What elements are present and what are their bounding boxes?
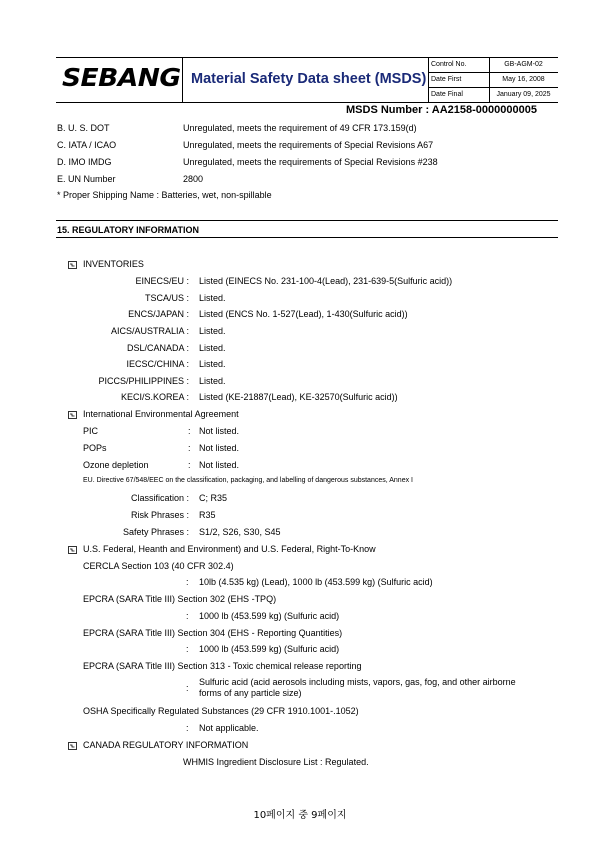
us-heading: U.S. Federal, Heanth and Environment) and U.S. Federal, Right-To-Know (83, 544, 376, 554)
inventory-value: Listed. (199, 293, 226, 303)
intl-value: Not listed. (199, 460, 240, 470)
intl-heading: International Environmental Agreement (83, 409, 239, 419)
inventory-value: Listed (ENCS No. 1-527(Lead), 1-430(Sulfuric acid)) (199, 309, 408, 319)
osha-value: Not applicable. (199, 723, 259, 733)
colon: : (186, 611, 189, 621)
company-logo: SEBANG (62, 63, 181, 92)
header-divider (182, 57, 183, 102)
section-title: 15. REGULATORY INFORMATION (57, 225, 200, 235)
colon: : (186, 644, 189, 654)
inventory-value: Listed (EINECS No. 231-100-4(Lead), 231-639-5(Sulfuric acid)) (199, 276, 453, 286)
bullet-icon (68, 261, 77, 269)
epcra302-label: EPCRA (SARA Title III) Section 302 (EHS -TPQ) (83, 594, 277, 604)
header-bottom-rule (56, 102, 558, 103)
eu-label: Risk Phrases : (130, 510, 189, 520)
intl-value: Not listed. (199, 426, 240, 436)
epcra304-value: 1000 lb (453.599 kg) (Sulfuric acid) (199, 644, 340, 654)
bullet-icon (68, 411, 77, 419)
transport-value: 2800 (183, 174, 204, 184)
transport-value: Unregulated, meets the requirements of Special Revisions #238 (183, 157, 438, 167)
osha-label: OSHA Specifically Regulated Substances (29 CFR 1910.1001-.1052) (83, 706, 359, 716)
whmis-text: WHMIS Ingredient Disclosure List : Regulated. (183, 757, 369, 767)
document-title: Material Safety Data sheet (MSDS) (191, 71, 427, 87)
colon: : (186, 723, 189, 733)
colon: : (188, 443, 191, 453)
intl-label: POPs (83, 443, 107, 453)
transport-value: Unregulated, meets the requirements of Special Revisions A67 (183, 140, 434, 150)
control-no-value: GB-AGM-02 (504, 61, 543, 68)
epcra313-value-line2: forms of any particle size) (199, 688, 302, 698)
transport-label: E. UN Number (57, 174, 116, 184)
inventory-label: ENCS/JAPAN : (128, 309, 189, 319)
msds-number: MSDS Number : AA2158-0000000005 (346, 104, 537, 116)
cercla-value: 10lb (4.535 kg) (Lead), 1000 lb (453.599 kg) (Sulfuric acid) (199, 577, 433, 587)
section-top-rule (56, 220, 558, 221)
colon: : (186, 683, 189, 693)
control-table-line (428, 72, 558, 73)
transport-label: C. IATA / ICAO (57, 140, 117, 150)
header-top-rule (56, 57, 558, 58)
date-first-label: Date First (431, 76, 462, 83)
control-table-line (428, 87, 558, 88)
inventory-label: TSCA/US : (144, 293, 189, 303)
inventory-value: Listed. (199, 359, 226, 369)
transport-value: Unregulated, meets the requirement of 49 CFR 173.159(d) (183, 123, 417, 133)
transport-label: B. U. S. DOT (57, 123, 110, 133)
transport-label: D. IMO IMDG (57, 157, 112, 167)
intl-label: Ozone depletion (83, 460, 149, 470)
date-final-label: Date Final (431, 91, 463, 98)
inventory-value: Listed. (199, 326, 226, 336)
eu-value: C; R35 (199, 493, 228, 503)
inventory-label: PICCS/PHILIPPINES : (98, 376, 189, 386)
colon: : (186, 577, 189, 587)
shipping-name: * Proper Shipping Name : Batteries, wet, non-spillable (57, 190, 272, 200)
inventory-label: EINECS/EU : (135, 276, 189, 286)
intl-value: Not listed. (199, 443, 240, 453)
eu-value: R35 (199, 510, 216, 520)
canada-heading: CANADA REGULATORY INFORMATION (83, 740, 249, 750)
epcra302-value: 1000 lb (453.599 kg) (Sulfuric acid) (199, 611, 340, 621)
inventory-label: DSL/CANADA : (126, 343, 189, 353)
epcra313-label: EPCRA (SARA Title III) Section 313 - Toxic chemical release reporting (83, 661, 362, 671)
intl-label: PIC (83, 426, 99, 436)
inventory-label: KECI/S.KOREA : (120, 392, 189, 402)
control-no-label: Control No. (431, 61, 467, 68)
epcra313-value-line1: Sulfuric acid (acid aerosols including mists, vapors, gas, fog, and other airborne (199, 677, 516, 687)
page-footer: 10페이지 중 9페이지 (253, 810, 347, 821)
inventory-label: IECSC/CHINA : (126, 359, 189, 369)
inventories-heading: INVENTORIES (83, 259, 144, 269)
bullet-icon (68, 546, 77, 554)
cercla-label: CERCLA Section 103 (40 CFR 302.4) (83, 561, 234, 571)
inventory-value: Listed. (199, 376, 226, 386)
colon: : (188, 426, 191, 436)
eu-directive: EU. Directive 67/548/EEC on the classification, packaging, and labelling of dangerous substances, Annex I (83, 477, 413, 484)
section-bottom-rule (56, 237, 558, 238)
inventory-value: Listed. (199, 343, 226, 353)
date-final-value: January 09, 2025 (496, 91, 551, 98)
bullet-icon (68, 742, 77, 750)
eu-label: Safety Phrases : (122, 527, 189, 537)
colon: : (188, 460, 191, 470)
date-first-value: May 16, 2008 (502, 76, 545, 83)
header-divider (428, 57, 429, 102)
inventory-value: Listed (KE-21887(Lead), KE-32570(Sulfuric acid)) (199, 392, 398, 402)
eu-value: S1/2, S26, S30, S45 (199, 527, 281, 537)
epcra304-label: EPCRA (SARA Title III) Section 304 (EHS - Reporting Quantities) (83, 628, 343, 638)
inventory-label: AICS/AUSTRALIA : (110, 326, 189, 336)
eu-label: Classification : (130, 493, 189, 503)
